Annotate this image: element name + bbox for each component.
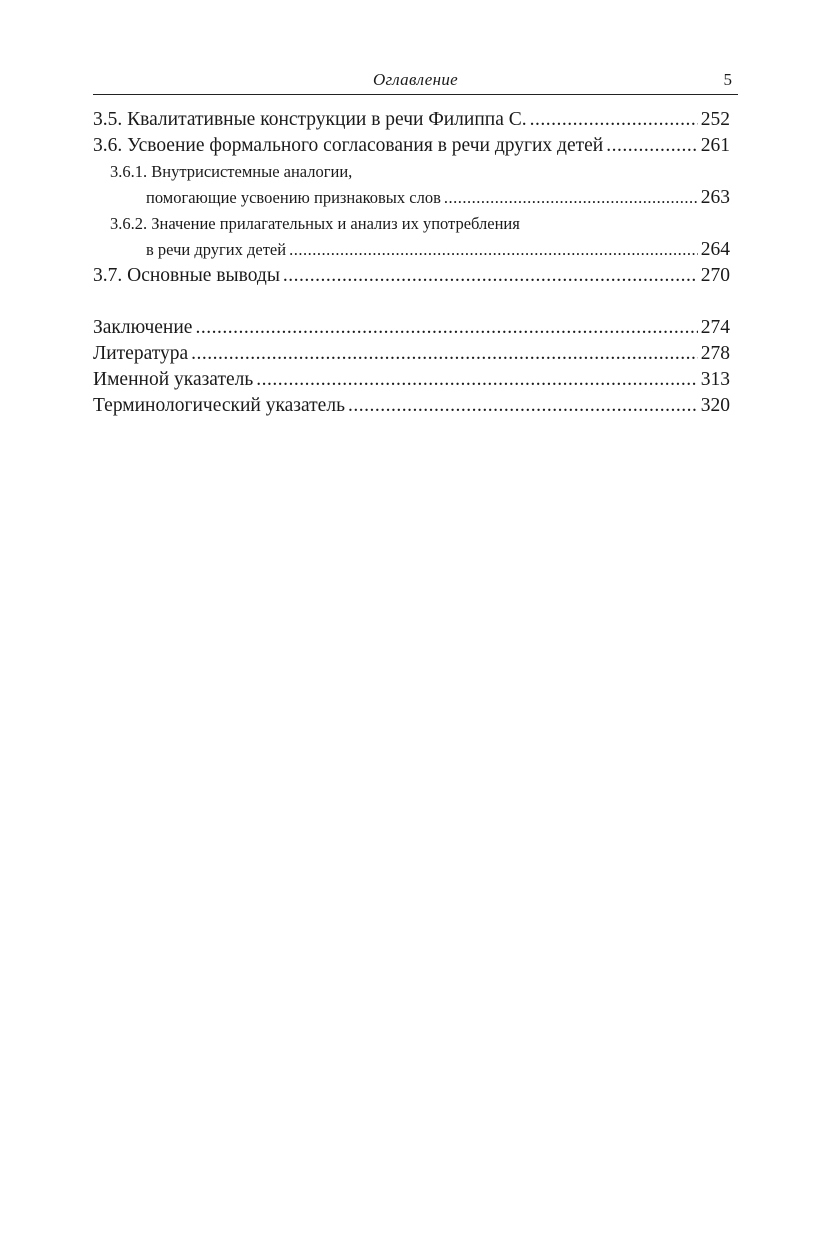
toc-entry-page: 263 (700, 187, 730, 208)
toc-entry-label-line1: 3.6.1. Внутрисистемные аналогии, (110, 162, 353, 181)
toc-entry-conclusion[interactable] (93, 315, 730, 341)
dot-leader (444, 185, 698, 211)
toc-entry-label: 3.7. Основные выводы (93, 265, 280, 286)
toc-entry-literature[interactable] (93, 341, 730, 367)
dot-leader (195, 315, 697, 341)
toc-entry-label: Литература (93, 343, 189, 364)
toc-entry-page: 313 (700, 369, 730, 390)
section-gap (93, 289, 730, 315)
toc-entry-label-line1: 3.6.2. Значение прилагательных и анализ их употребления (110, 214, 520, 233)
toc-entry-label: Именной указатель (93, 369, 254, 390)
toc-entry-3-6-2[interactable] (93, 211, 730, 263)
toc-entry-page: 274 (700, 317, 730, 338)
toc-entry-label: Заключение (93, 317, 193, 338)
running-header (93, 70, 738, 95)
toc-entry-term-index[interactable] (93, 393, 730, 419)
toc-entry-label-line2: помогающие усвоению признаковых слов (146, 188, 441, 207)
toc-entry-page: 261 (700, 135, 730, 156)
table-of-contents (93, 107, 730, 419)
dot-leader (289, 237, 698, 263)
toc-entry-label: 3.5. Квалитативные конструкции в речи Филиппа С. (93, 109, 527, 130)
toc-entry-3-5[interactable] (93, 107, 730, 133)
dot-leader (256, 367, 698, 393)
toc-entry-page: 278 (700, 343, 730, 364)
toc-entry-label-line2: в речи других детей (146, 240, 287, 259)
toc-entry-page: 320 (700, 395, 730, 416)
toc-entry-page: 264 (700, 239, 730, 260)
dot-leader (348, 393, 698, 419)
running-header-title: Оглавление (372, 70, 459, 89)
toc-entry-label: Терминологический указатель (93, 395, 345, 416)
toc-entry-3-6-1[interactable] (93, 159, 730, 211)
toc-entry-3-7[interactable] (93, 263, 730, 289)
toc-entry-page: 270 (700, 265, 730, 286)
toc-entry-3-6[interactable] (93, 133, 730, 159)
dot-leader (191, 341, 698, 367)
page-number: 5 (723, 70, 732, 89)
dot-leader (606, 133, 698, 159)
toc-entry-page: 252 (700, 109, 730, 130)
toc-entry-name-index[interactable] (93, 367, 730, 393)
toc-entry-label: 3.6. Усвоение формального согласования в речи других детей (93, 135, 604, 156)
dot-leader (283, 263, 698, 289)
dot-leader (530, 107, 698, 133)
